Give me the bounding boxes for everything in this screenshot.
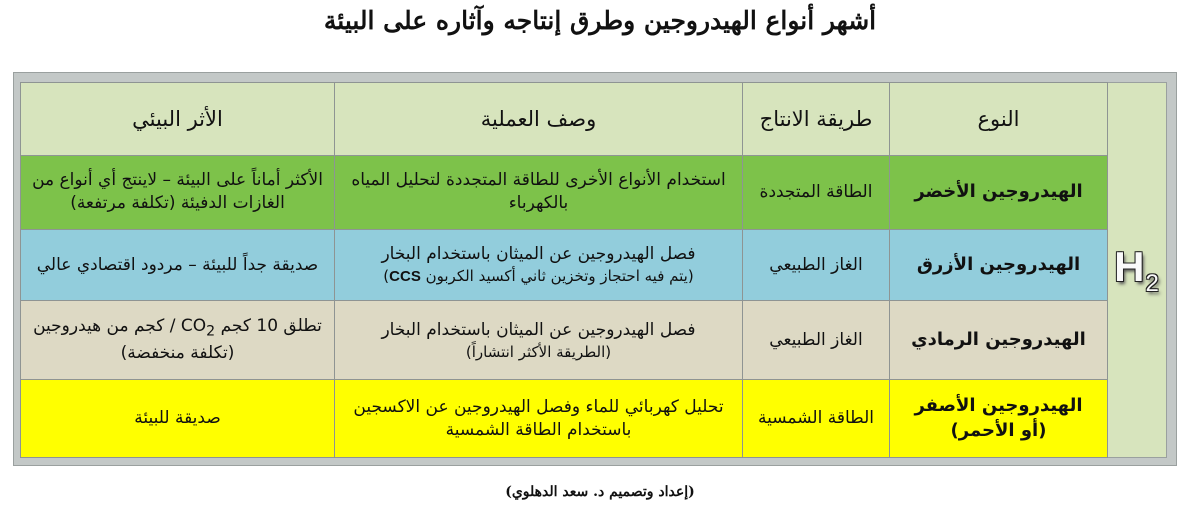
- h2-logo-cell: [1107, 82, 1167, 458]
- cell-description: [335, 301, 743, 380]
- header-impact: الأثر البيئي: [21, 83, 335, 156]
- header-type: النوع: [890, 83, 1108, 156]
- logo-subscript: 2: [1145, 269, 1160, 297]
- cell-type: الهيدروجين الأخضر: [890, 156, 1108, 230]
- description-note: (الطريقة الأكثر انتشاراً): [465, 342, 612, 361]
- page-title: أشهر أنواع الهيدروجين وطرق إنتاجه وآثاره على البيئة: [323, 6, 877, 35]
- header-row: [21, 83, 1108, 156]
- cell-type: الهيدروجين الرمادي: [890, 301, 1108, 380]
- impact-post: / كجم من هيدروجين (تكلفة منخفضة): [33, 316, 235, 363]
- table-row-yellow: [21, 380, 1108, 458]
- h2-logo-icon: [1114, 243, 1160, 298]
- note-close: ): [383, 266, 390, 285]
- description-main: فصل الهيدروجين عن الميثان باستخدام البخار: [381, 243, 696, 264]
- cell-impact: صديقة للبيئة: [21, 380, 335, 458]
- description-main: فصل الهيدروجين عن الميثان باستخدام البخار: [381, 319, 696, 340]
- cell-description: [335, 229, 743, 300]
- cell-method: الطاقة المتجددة: [743, 156, 890, 230]
- cell-type: الهيدروجين الأزرق: [890, 229, 1108, 300]
- description-note: [343, 266, 734, 287]
- ccs-tag: CCS: [389, 267, 421, 285]
- cell-method: الغاز الطبيعي: [743, 301, 890, 380]
- cell-description: استخدام الأنواع الأخرى للطاقة المتجددة لتحليل المياه بالكهرباء: [335, 156, 743, 230]
- header-method: طريقة الانتاج: [743, 83, 890, 156]
- cell-impact: صديقة جداً للبيئة – مردود اقتصادي عالي: [21, 229, 335, 300]
- type-main: الهيدروجين الأصفر: [914, 395, 1083, 417]
- note-text: (يتم فيه احتجاز وتخزين ثاني أكسيد الكربون: [425, 266, 694, 285]
- cell-description: تحليل كهربائي للماء وفصل الهيدروجين عن الاكسجين باستخدام الطاقة الشمسية: [335, 380, 743, 458]
- impact-pre: تطلق 10 كجم: [220, 316, 322, 337]
- logo-symbol: H: [1114, 242, 1146, 290]
- cell-method: الغاز الطبيعي: [743, 229, 890, 300]
- cell-impact: الأكثر أماناً على البيئة – لاينتج أي أنواع من الغازات الدفيئة (تكلفة مرتفعة): [21, 156, 335, 230]
- cell-impact: [21, 301, 335, 380]
- table-row-green: [21, 156, 1108, 230]
- table-row-gray: [21, 301, 1108, 380]
- hydrogen-types-table: [20, 82, 1108, 458]
- credit-line: (إعداد وتصميم د. سعد الدهلوي): [505, 484, 695, 500]
- co2-formula: $CO_2$: [180, 316, 216, 340]
- cell-method: الطاقة الشمسية: [743, 380, 890, 458]
- header-description: وصف العملية: [335, 83, 743, 156]
- cell-type: [890, 380, 1108, 458]
- type-note: (أو الأحمر): [950, 419, 1047, 441]
- table-row-blue: [21, 229, 1108, 300]
